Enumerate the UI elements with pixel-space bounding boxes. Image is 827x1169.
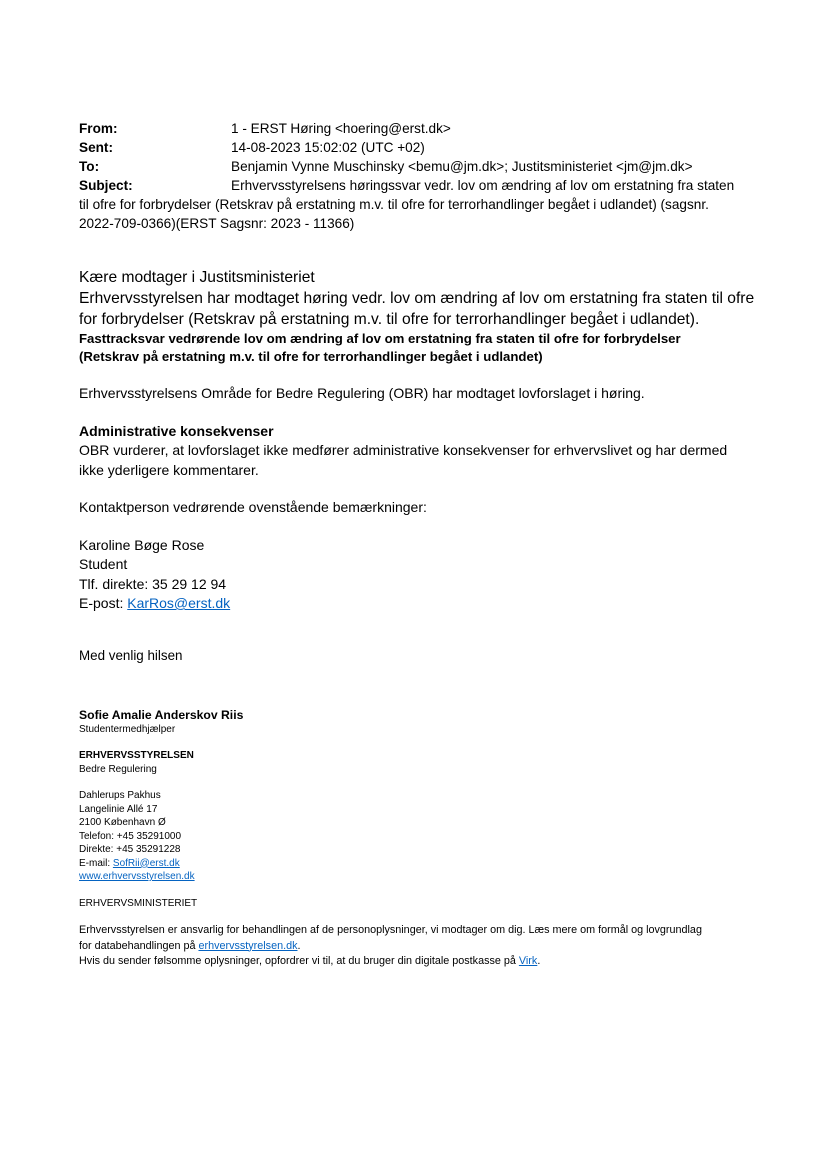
- footer-line-3: [79, 954, 759, 970]
- fasttrack-heading: [79, 330, 759, 366]
- signature-email-link[interactable]: SofRii@erst.dk: [112, 857, 180, 869]
- subject-line-1: Erhvervsstyrelsens høringssvar vedr. lov om ændring af lov om erstatning fra staten: [231, 178, 735, 193]
- signature-address-3: 2100 København Ø: [79, 817, 166, 828]
- contact-phone: Tlf. direkte: 35 29 12 94: [79, 575, 227, 592]
- signature-role: Studentermedhjælper: [79, 723, 176, 735]
- admin-line-1: OBR vurderer, at lovforslaget ikke medfører administrative konsekvenser for erhvervslivet og har dermed: [79, 442, 728, 458]
- email-document: [79, 119, 759, 970]
- signature-address-1: Dahlerups Pakhus: [79, 790, 161, 801]
- footer-line-2: [79, 939, 759, 955]
- virk-link[interactable]: Virk: [518, 955, 538, 967]
- footer-line-3-text: Hvis du sender følsomme oplysninger, opfordrer vi til, at du bruger din digitale postkasse på: [79, 955, 519, 967]
- footer-line-3-suffix: .: [537, 955, 541, 967]
- signature-address-block: [79, 789, 759, 884]
- erhvervsstyrelsen-link[interactable]: erhvervsstyrelsen.dk: [198, 939, 298, 952]
- privacy-footer: [79, 923, 759, 970]
- from-label: From:: [79, 121, 118, 136]
- signature-org-block: [79, 749, 759, 776]
- obr-received: Erhvervsstyrelsens Område for Bedre Regulering (OBR) har modtaget lovforslaget i høring.: [79, 385, 645, 401]
- email-header: [79, 119, 759, 233]
- contact-intro: Kontaktperson vedrørende ovenstående bemærkninger:: [79, 499, 427, 515]
- admin-section: [79, 422, 759, 481]
- contact-title: Student: [79, 556, 128, 572]
- subject-line-2: til ofre for forbrydelser (Retskrav på erstatning m.v. til ofre for terrorhandlinger begået i udlandet) (sagsnr.: [79, 197, 709, 212]
- signature-email-label: E-mail:: [79, 857, 113, 869]
- to-row: [79, 157, 759, 176]
- sent-value: 14-08-2023 15:02:02 (UTC +02): [231, 140, 425, 155]
- signature-name: Sofie Amalie Anderskov Riis: [79, 707, 244, 722]
- sent-row: [79, 138, 759, 157]
- to-label: To:: [79, 159, 100, 174]
- subject-label: Subject:: [79, 178, 133, 193]
- from-row: [79, 119, 759, 138]
- signature-email-row: [79, 857, 759, 871]
- intro-block: [79, 267, 759, 330]
- subject-row: [79, 176, 759, 233]
- footer-line-2-suffix: .: [297, 939, 301, 952]
- subject-line-3: 2022-709-0366)(ERST Sagsnr: 2023 - 11366): [79, 216, 355, 231]
- greeting: Kære modtager i Justitsministeriet: [79, 269, 315, 286]
- contact-name: Karoline Bøge Rose: [79, 536, 205, 553]
- fasttrack-line-1: Fasttracksvar vedrørende lov om ændring af lov om erstatning fra staten til ofre for forbrydelser: [79, 331, 681, 346]
- signature-address-2: Langelinie Allé 17: [79, 803, 158, 815]
- from-value: 1 - ERST Høring <hoering@erst.dk>: [231, 121, 451, 136]
- regards: Med venlig hilsen: [79, 647, 183, 663]
- footer-line-1: Erhvervsstyrelsen er ansvarlig for behandlingen af de personoplysninger, vi modtager om dig. Læs mere om formål og lovgrundlag: [79, 924, 702, 936]
- contact-email-label: E-post:: [79, 595, 128, 611]
- contact-email-row: [79, 594, 759, 614]
- fasttrack-line-2: (Retskrav på erstatning m.v. til ofre for terrorhandlinger begået i udlandet): [79, 349, 543, 364]
- signature-direct: Direkte: +45 35291228: [79, 844, 181, 855]
- signature-website-link[interactable]: www.erhvervsstyrelsen.dk: [79, 871, 195, 882]
- footer-line-2-text: for databehandlingen på: [79, 939, 199, 952]
- sent-label: Sent:: [79, 140, 113, 155]
- admin-line-2: ikke yderligere kommentarer.: [79, 461, 259, 478]
- admin-heading: Administrative konsekvenser: [79, 422, 274, 439]
- signature-dept: Bedre Regulering: [79, 763, 157, 775]
- signature-ministry: ERHVERVSMINISTERIET: [79, 897, 198, 909]
- contact-block: [79, 536, 759, 614]
- intro-line-1: Erhvervsstyrelsen har modtaget høring vedr. lov om ændring af lov om erstatning fra staten til ofre: [79, 290, 755, 307]
- contact-email-link[interactable]: KarRos@erst.dk: [127, 595, 231, 611]
- signature-phone: Telefon: +45 35291000: [79, 830, 182, 842]
- signature-org: ERHVERVSSTYRELSEN: [79, 750, 194, 761]
- intro-line-2: for forbrydelser (Retskrav på erstatning m.v. til ofre for terrorhandlinger begået i udlandet).: [79, 311, 700, 328]
- to-value: Benjamin Vynne Muschinsky <bemu@jm.dk>; Justitsministeriet <jm@jm.dk>: [231, 159, 693, 174]
